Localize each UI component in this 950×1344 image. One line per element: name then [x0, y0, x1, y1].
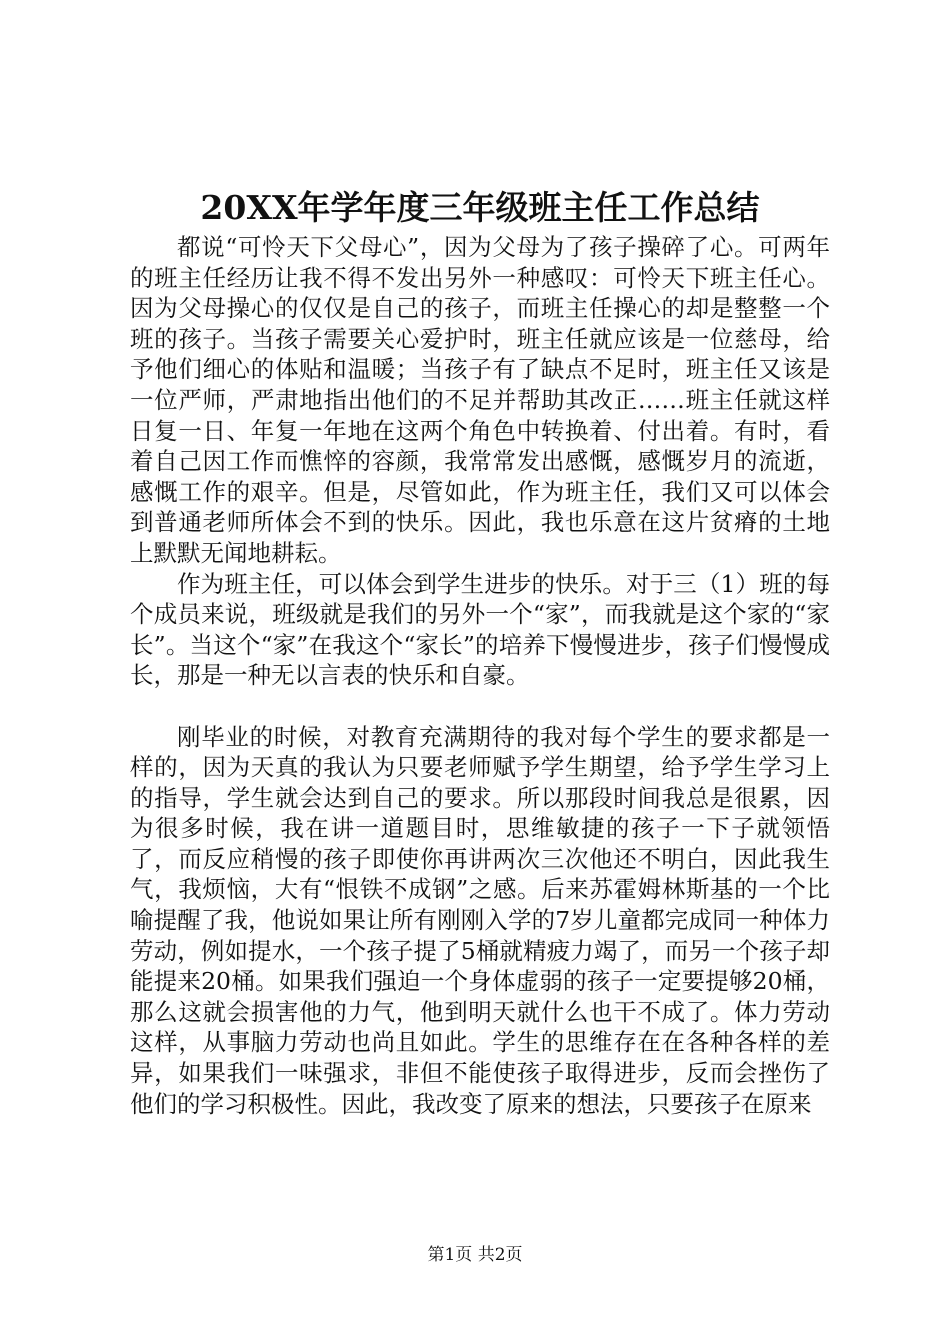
page-number-footer: 第1页 共2页: [427, 1245, 523, 1265]
paragraph-1: 都说“可怜天下父母心”，因为父母为了孩子操碎了心。可两年的班主任经历让我不得不发出另外一种感叹：可怜天下班主任心。因为父母操心的仅仅是自己的孩子，而班主任操心的却是整整一个班的孩子。当孩子需要关心爱护时，班主任就应该是一位慈母，给予他们细心的体贴和温暖；当孩子有了缺点不足时，班主任又该是一位严师，严肃地指出他们的不足并帮助其改正……班主任就这样日复一日、年复一年地在这两个角色中转换着、付出着。有时，看着自己因工作而憔悴的容颜，我常常发出感慨，感慨岁月的流逝，感慨工作的艰辛。但是，尽管如此，作为班主任，我们又可以体会到普通老师所体会不到的快乐。因此，我也乐意在这片贫瘠的土地上默默无闻地耕耘。: [130, 233, 830, 567]
paragraph-3: 刚毕业的时候，对教育充满期待的我对每个学生的要求都是一样的，因为天真的我认为只要老师赋予学生期望，给予学生学习上的指导，学生就会达到自己的要求。所以那段时间我总是很累，因为很多时候，我在讲一道题目时，思维敏捷的孩子一下子就领悟了，而反应稍慢的孩子即使你再讲两次三次他还不明白，因此我生气，我烦恼，大有“恨铁不成钢”之感。后来苏霍姆林斯基的一个比喻提醒了我，他说如果让所有刚刚入学的7岁儿童都完成同一种体力劳动，例如提水，一个孩子提了5桶就精疲力竭了，而另一个孩子却能提来20桶。如果我们强迫一个身体虚弱的孩子一定要提够20桶，那么这就会损害他的力气，他到明天就什么也干不成了。体力劳动这样，从事脑力劳动也尚且如此。学生的思维存在在各种各样的差异，如果我们一味强求，非但不能使孩子取得进步，反而会挫伤了他们的学习积极性。因此，我改变了原来的想法，只要孩子在原来: [130, 722, 830, 1118]
document-body: [130, 232, 830, 1119]
paragraph-2: 作为班主任，可以体会到学生进步的快乐。对于三（1）班的每个成员来说，班级就是我们的另外一个“家”，而我就是这个家的“家长”。当这个“家”在我这个“家长”的培养下慢慢进步，孩子们慢慢成长，那是一种无以言表的快乐和自豪。: [130, 569, 830, 690]
document-title: 20XX年学年度三年级班主任工作总结: [200, 188, 760, 227]
